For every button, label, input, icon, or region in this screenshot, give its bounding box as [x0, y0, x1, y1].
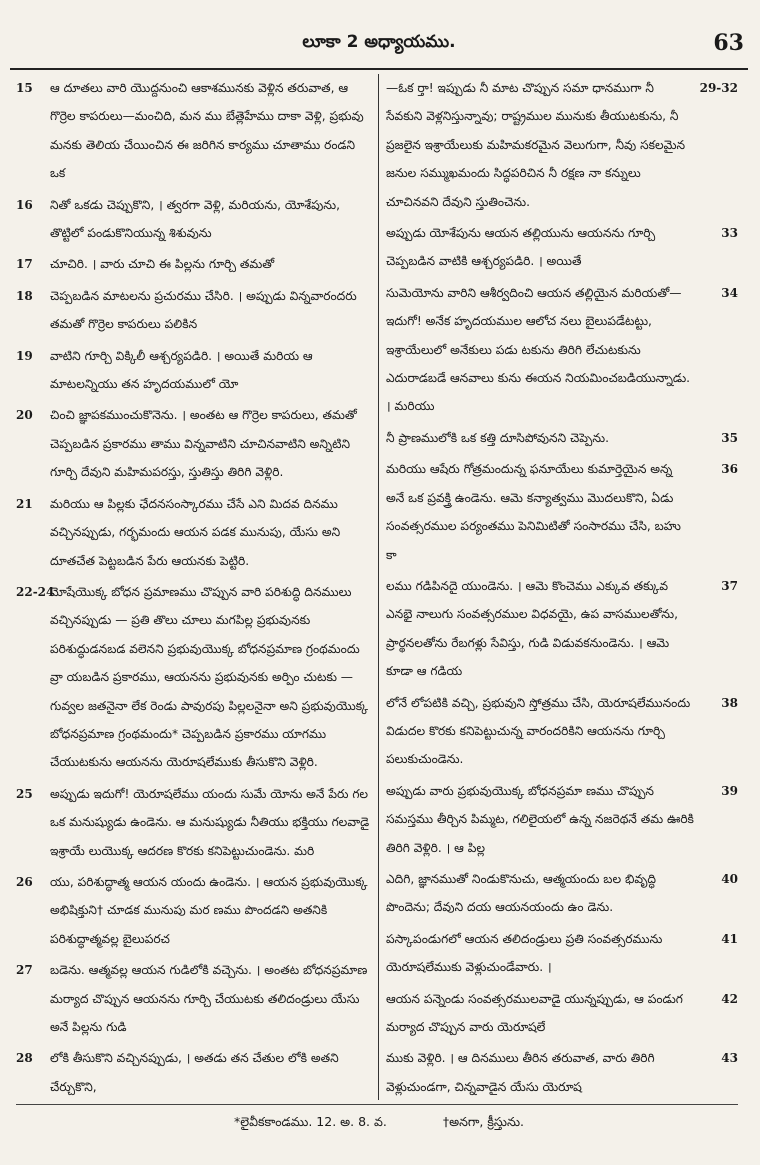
verse-text: అప్పుడు ఇదుగో! యెరూషలేము యందు సుమే యోను అనే పేరు గల ఒక మనుష్యుడు ఉండెను. ఆ మనుష్యుడు నీతియు భక్తియు గలవాడై ఇశ్రాయే లుయొక్క ఆదరణ కొరకు కనిపెట్టుచుండెను. మరి [50, 786, 370, 858]
verse-number: 35 [721, 430, 738, 445]
verse-text: పస్కాపండుగలో ఆయన తలిదండ్రులు ప్రతి సంవత్సరమును యెరూషలేముకు వెళ్లుచుండేవారు. । [386, 931, 663, 975]
footnote-christ: †అనగా, క్రీస్తును. [442, 1114, 525, 1129]
verse-paragraph [386, 777, 738, 862]
verse-number: 18 [16, 288, 33, 303]
verse-number: 27 [16, 963, 33, 978]
verse-paragraph [386, 74, 738, 216]
verse-number: 29-32 [699, 81, 738, 95]
verse-paragraph [16, 578, 374, 777]
verse-paragraph [16, 780, 374, 865]
verse-paragraph [16, 401, 374, 486]
verse-number: 19 [16, 348, 33, 363]
verse-paragraph [386, 572, 738, 686]
verse-paragraph [386, 455, 738, 569]
verse-number: 37 [721, 578, 738, 593]
verse-text: ఆయన పన్నెండు సంవత్సరములవాడై యున్నప్పుడు, ఆ పండుగ మర్యాద చొప్పున వారు యెరూషలే [386, 991, 683, 1034]
verse-number: 39 [721, 783, 738, 798]
verse-text: లోనే లోపటికి వచ్చి, ప్రభువుని స్తోత్రము చేసి, యెరూషలేమునందు విడుదల కొరకు కనిపెట్టుచున్న వారందరికిని ఆయనను గూర్చి పలుకుచుండెను. [386, 695, 691, 767]
verse-number: 20 [16, 408, 33, 423]
verse-text: —ఓక ర్తా! ఇప్పుడు నీ మాట చొప్పున సమా ధానముగా నీ సేవకుని వెళ్లనిస్తున్నావు; రాష్ట్రముల మునుకు తీయుటకును, నీ ప్రజలైన ఇశ్రాయేలుకు మహిమకరమైన వెలుగుగా, నీవు సకలమైన జనుల సమ్ముఖమందు సిద్ధపరిచిన నీ రక్షణ నా కన్నులు చూచినవని దేవుని స్తుతించెను. [386, 81, 686, 209]
footnote-leviticus: *లైవీకకాండము. 12. అ. 8. వ. [233, 1114, 387, 1129]
verse-paragraph [16, 956, 374, 1041]
verse-paragraph [16, 250, 374, 278]
verse-paragraph [386, 424, 738, 452]
verse-text: చూచిరి. । వారు చూచి ఈ పిల్లను గూర్చి తమతో [50, 257, 275, 272]
verse-text: చెప్పబడిన మాటలను ప్రచురము చేసిరి. । అప్పుడు విన్నవారందరు తమతో గొర్రెల కాపరులు పలికిన [50, 288, 357, 332]
verse-text: అప్పుడు యోశేపును ఆయన తల్లియును ఆయనను గూర్చి చెప్పబడిన వాటికి ఆశ్చర్యపడిరి. । అయితే [386, 226, 656, 269]
verse-number: 41 [721, 931, 738, 946]
verse-number: 25 [16, 786, 33, 801]
footnotes [10, 1114, 748, 1133]
verse-number: 43 [721, 1051, 738, 1066]
verse-paragraph [386, 925, 738, 982]
verse-paragraph [16, 490, 374, 575]
verse-paragraph [386, 689, 738, 774]
verse-text: నితో ఒకడు చెప్పుకొని, । త్వరగా వెళ్లి, మరియను, యోశేపును, తొట్టిలో పండుకొనియున్న శిశువును [50, 197, 340, 241]
verse-number: 15 [16, 81, 33, 95]
verse-number: 40 [721, 871, 738, 886]
verse-text: ఎదిగి, జ్ఞానముతో నిండుకొనుచు, ఆత్మయందు బల భివృద్ధి పొందెను; దేవుని దయ ఆయనయందు ఉం డెను. [386, 871, 656, 915]
verse-paragraph [386, 219, 738, 276]
verse-number: 38 [721, 695, 738, 710]
verse-text: ముకు వెళ్లిరి. । ఆ దినములు తీరిన తరువాత, వారు తిరిగి వెళ్లుచుండగా, చిన్నవాడైన యేసు యెరూష [386, 1051, 655, 1094]
footnote-separator [16, 1104, 738, 1105]
page-title: లూకా 2 అధ్యాయము. [302, 32, 456, 52]
verse-paragraph [386, 985, 738, 1042]
verse-text: సుమెయోను వారిని ఆశీర్వదించి ఆయన తల్లియైన మరియతో—ఇదుగో! అనేక హృదయముల ఆలోచ నలు బైలుపడేటట్టు, ఇశ్రాయేలులో అనేకులు పడు టకును తిరిగి లేచుటకును ఎదురాడబడే ఆనవాలు కును ఈయన నియమించబడియున్నాడు. । మరియు [386, 285, 691, 414]
verse-paragraph [16, 282, 374, 339]
verse-text: యు, పరిశుద్ధాత్మ ఆయన యందు ఉండెను. । ఆయన ప్రభువుయొక్క అభిషిక్తుని† చూడక మునుపు మర ణము పొందడని అతనికి పరిశుద్ధాత్మవల్ల బైలుపరచ [50, 874, 368, 946]
verse-paragraph [386, 1044, 738, 1101]
left-column [16, 74, 374, 1104]
verse-paragraph [16, 868, 374, 953]
page [10, 8, 748, 1158]
verse-paragraph [16, 74, 374, 188]
column-divider [378, 74, 379, 1100]
verse-text: బడెను. ఆత్మవల్ల ఆయన గుడిలోకి వచ్చెను. । అంతట బోధనప్రమాణ మర్యాద చొప్పున ఆయనను గూర్చి చేయుటకు తలిదండ్రులు యేసు అనే పిల్లను గుడి [50, 963, 368, 1034]
right-column [386, 74, 738, 1104]
verse-text: లోకి తీసుకొని వచ్చినప్పుడు, । అతడు తన చేతుల లోకి అతని చేర్చుకొని, [50, 1051, 339, 1094]
verse-paragraph [16, 1044, 374, 1101]
verse-paragraph [16, 191, 374, 248]
verse-text: మరియు ఆషేరు గోత్రమందున్న ఫనూయేలు కుమార్తెయైన అన్న అనే ఒక ప్రవక్త్రి ఉండెను. ఆమె కన్యాత్వము మొదలుకొని, ఏడు సంవత్సరముల పర్యంతము పెనిమిటితో సంసారము చేసి, బహు కా [386, 462, 681, 562]
page-header [10, 8, 748, 70]
verse-paragraph [386, 865, 738, 922]
verse-number: 21 [16, 496, 33, 511]
verse-text: వాటిని గూర్చి విక్కిలీ ఆశ్చర్యపడిరి. । అయితే మరియ ఆ మాటలన్నియు తన హృదయములో యో [50, 348, 313, 392]
verse-paragraph [386, 279, 738, 421]
verse-text: ఆ దూతలు వారి యొద్దనుంచి ఆకాశమునకు వెళ్లిన తరువాత, ఆ గొర్రెల కాపరులు—మంచిది, మన ము బేత్లెహేము దాకా వెళ్లి, ప్రభువు మనకు తెలియ చేయించిన ఈ జరిగిన కార్యము చూతాము రండని ఒక [50, 81, 364, 181]
verse-number: 22-24 [16, 584, 55, 599]
page-number: 63 [713, 30, 744, 56]
verse-number: 34 [721, 285, 738, 300]
verse-paragraph [16, 342, 374, 399]
verse-number: 17 [16, 257, 33, 272]
verse-number: 33 [721, 226, 738, 241]
verse-number: 28 [16, 1051, 33, 1066]
verse-text: మోషేయొక్క బోధన ప్రమాణము చొప్పున వారి పరిశుద్ధి దినములు వచ్చినప్పుడు — ప్రతి తొలు చూలు మగపిల్ల ప్రభువునకు పరిశుద్ధుడనబడ వలెనని ప్రభువుయొక్క బోధనప్రమాణ గ్రంథమందు వ్రా యబడిన ప్రకారము, ఆయనను ప్రభువునకు అర్పిం చుటకు — గువ్వల జతనైనా లేక రెండు పావురపు పిల్లలనైనా అని ప్రభువుయొక్క బోధనప్రమాణ గ్రంథమందు* చెప్పబడిన ప్రకారము యాగము చేయుటకును ఆయనను యెరూషలేముకు తీసుకొని వెళ్లిరి. [50, 584, 368, 770]
verse-text: మరియు ఆ పిల్లకు ఛేదనసంస్కారము చేసే ఎని మిదవ దినము వచ్చినప్పుడు, గర్భమందు ఆయన పడక మునుపు, యేసు అని దూతచేత పెట్టబడిన పేరు ఆయనకు పెట్టిరి. [50, 496, 341, 568]
verse-text: నీ ప్రాణములోకి ఒక కత్తి దూసిపోవునని చెప్పెను. [386, 430, 610, 445]
verse-number: 42 [721, 991, 738, 1006]
verse-text: చించి జ్ఞాపకముంచుకొనెను. । అంతట ఆ గొర్రెల కాపరులు, తమతో చెప్పబడిన ప్రకారము తాము విన్నవాటిని చూచినవాటిని అన్నిటిని గూర్చి దేవుని మహిమపరస్తు, స్తుతిస్తు తిరిగి వెళ్లిరి. [50, 408, 357, 480]
verse-number: 26 [16, 874, 33, 889]
verse-text: అప్పుడు వారు ప్రభువుయొక్క బోధనప్రమా ణము చొప్పున సమస్తము తీర్చిన పిమ్మట, గలిలైయలో ఉన్న నజరెథనే తమ ఊరికి తిరిగి వెళ్లిరి. । ఆ పిల్ల [386, 783, 694, 855]
verse-number: 36 [721, 462, 738, 477]
verse-number: 16 [16, 197, 33, 212]
verse-text: లము గడిపినదై యుండెను. । ఆమె కొంచెము ఎక్కువ తక్కువ ఎనభై నాలుగు సంవత్సరముల విధవయై, ఉప వాసములతోను, ప్రార్థనలతోను రేబగళ్లు సేవిస్తు, గుడి విడువకనుండెను. । ఆమె కూడా ఆ గడియ [386, 578, 678, 679]
